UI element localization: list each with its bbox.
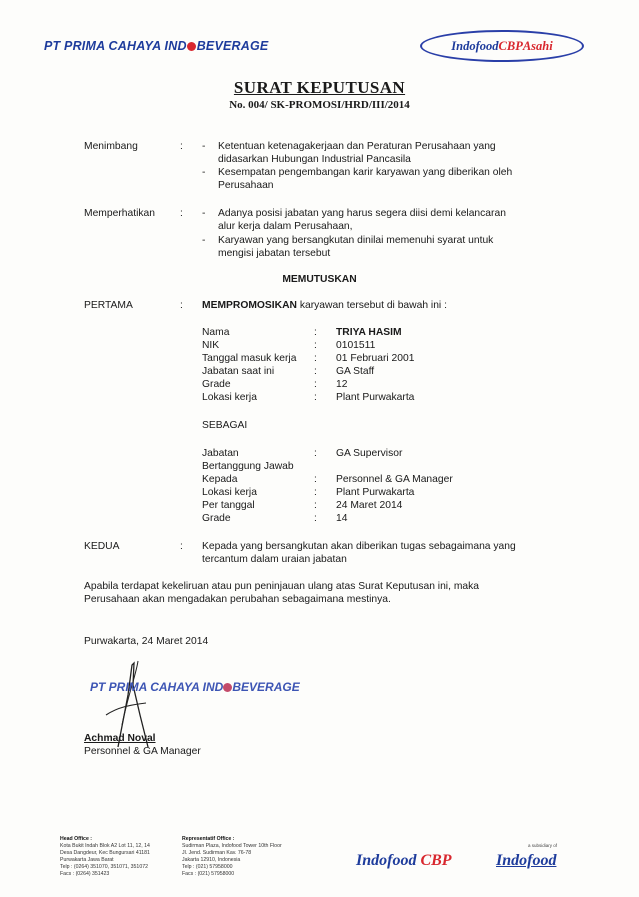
document-number: No. 004/ SK-PROMOSI/HRD/III/2014: [229, 99, 410, 111]
memperhatikan-item-1-line-1: Adanya posisi jabatan yang harus segera diisi demi kelancaran: [218, 208, 506, 219]
memperhatikan-item-2-line-2: mengisi jabatan tersebut: [218, 248, 331, 259]
position-key-jabatan: Jabatan: [202, 448, 239, 459]
company-stamp: [90, 680, 300, 694]
menimbang-label: Menimbang: [84, 141, 138, 152]
employee-key-grade: Grade: [202, 379, 231, 390]
employee-sep-nik: :: [314, 340, 317, 351]
employee-key-nama: Nama: [202, 327, 230, 338]
head-office-line-3: Purwakarta Jawa Barat: [60, 857, 114, 863]
rep-office-line-5: Facs : (021) 57958000: [182, 871, 235, 877]
footer-logo-indofood: Indofood: [496, 852, 557, 869]
kedua-label: KEDUA: [84, 541, 120, 552]
kedua-line-2: tercantum dalam uraian jabatan: [202, 554, 347, 565]
head-office-line-1: Kota Bukit Indah Blok A2 Lot 11, 12, 14: [60, 843, 150, 849]
memperhatikan-colon: :: [180, 208, 183, 219]
rep-office-line-3: Jakarta 12910, Indonesia: [182, 857, 241, 863]
memutuskan-heading: MEMUTUSKAN: [282, 274, 357, 285]
employee-value-nik: 0101511: [336, 340, 376, 351]
company-name-part1: PT PRIMA CAHAYA IND: [44, 39, 187, 53]
position-value-jabatan: GA Supervisor: [336, 448, 403, 459]
rep-office-line-4: Telp : (021) 57958000: [182, 864, 233, 870]
partner-logo-indofood: Indofood: [451, 38, 499, 53]
position-sep-tanggal: :: [314, 500, 317, 511]
menimbang-item-1-line-1: Ketentuan ketenagakerjaan dan Peraturan Perusahaan yang: [218, 141, 496, 152]
position-key-tanggal: Per tanggal: [202, 500, 255, 511]
employee-key-tanggal: Tanggal masuk kerja: [202, 353, 297, 364]
employee-sep-tanggal: :: [314, 353, 317, 364]
company-name-part2: BEVERAGE: [196, 39, 269, 53]
memperhatikan-dash-2: -: [202, 235, 206, 246]
menimbang-item-2-line-1: Kesempatan pengembangan karir karyawan yang diberikan oleh: [218, 167, 513, 178]
partner-logo-cbp: CBP: [498, 38, 523, 53]
employee-sep-nama: :: [314, 327, 317, 338]
employee-key-lokasi: Lokasi kerja: [202, 392, 257, 403]
menimbang-dash-1: -: [202, 141, 206, 152]
stamp-text-part1: PT PRIMA CAHAYA IND: [90, 680, 224, 694]
position-key-grade: Grade: [202, 513, 231, 524]
head-office-title: Head Office :: [60, 836, 92, 842]
pertama-rest: karyawan tersebut di bawah ini :: [296, 300, 447, 311]
partner-logo-asahi: Asahi: [522, 38, 553, 53]
employee-key-nik: NIK: [202, 340, 220, 351]
closing-line-2: Perusahaan akan mengadakan perubahan sebagaimana mestinya.: [84, 594, 391, 605]
position-value-kepada: Personnel & GA Manager: [336, 474, 453, 485]
footer-logo-indofood-cbp: [356, 852, 452, 870]
memperhatikan-dash-1: -: [202, 208, 206, 219]
memperhatikan-item-1-line-2: alur kerja dalam Perusahaan,: [218, 221, 353, 232]
pertama-colon: :: [180, 300, 183, 311]
kedua-colon: :: [180, 541, 183, 552]
stamp-dot-icon: [223, 683, 232, 692]
pertama-statement: [202, 300, 447, 313]
position-sep-lokasi: :: [314, 487, 317, 498]
footer-logo-indofood-text: Indofood: [356, 852, 421, 869]
employee-value-tanggal: 01 Februari 2001: [336, 353, 415, 364]
menimbang-dash-2: -: [202, 167, 206, 178]
kedua-line-1: Kepada yang bersangkutan akan diberikan tugas sebagaimana yang: [202, 541, 516, 552]
rep-office-line-2: Jl. Jend. Sudirman Kav. 76-78: [182, 850, 252, 856]
position-key-lokasi: Lokasi kerja: [202, 487, 257, 498]
sebagai-label: SEBAGAI: [202, 420, 248, 431]
employee-value-jabatan: GA Staff: [336, 366, 375, 377]
rep-office-line-1: Sudirman Plaza, Indofood Tower 10th Floor: [182, 843, 282, 849]
head-office-line-2: Desa Dangdeur, Kec Bungursari 41181: [60, 850, 150, 856]
menimbang-item-1-line-2: didasarkan Hubungan Industrial Pancasila: [218, 154, 411, 165]
employee-sep-jabatan: :: [314, 366, 317, 377]
memperhatikan-label: Memperhatikan: [84, 208, 155, 219]
position-value-lokasi: Plant Purwakarta: [336, 487, 415, 498]
position-value-tanggal: 24 Maret 2014: [336, 500, 403, 511]
partner-logo: [420, 30, 584, 62]
rep-office-title: Representatif Office :: [182, 836, 235, 842]
employee-sep-lokasi: :: [314, 392, 317, 403]
position-value-grade: 14: [336, 513, 348, 524]
position-sep-grade: :: [314, 513, 317, 524]
position-key-kepada: Kepada: [202, 474, 238, 485]
document-title: SURAT KEPUTUSAN: [233, 78, 406, 97]
employee-key-jabatan: Jabatan saat ini: [202, 366, 275, 377]
place-date: Purwakarta, 24 Maret 2014: [84, 636, 209, 647]
signatory-name: Achmad Noval: [84, 733, 156, 744]
signatory-role: Personnel & GA Manager: [84, 746, 201, 757]
position-sep-kepada: :: [314, 474, 317, 485]
employee-sep-grade: :: [314, 379, 317, 390]
closing-line-1: Apabila terdapat kekeliruan atau pun peninjauan ulang atas Surat Keputusan ini, maka: [84, 581, 479, 592]
menimbang-item-2-line-2: Perusahaan: [218, 180, 274, 191]
employee-value-nama: TRIYA HASIM: [336, 327, 402, 338]
company-logo: [44, 39, 268, 53]
pertama-bold: MEMPROMOSIKAN: [202, 300, 297, 311]
head-office-line-5: Facs : (0264) 351423: [60, 871, 110, 877]
employee-value-grade: 12: [336, 379, 348, 390]
pertama-label: PERTAMA: [84, 300, 133, 311]
position-sep-jabatan: :: [314, 448, 317, 459]
employee-value-lokasi: Plant Purwakarta: [336, 392, 415, 403]
memperhatikan-item-2-line-1: Karyawan yang bersangkutan dinilai memenuhi syarat untuk: [218, 235, 494, 246]
head-office-line-4: Telp : (0264) 351070, 351071, 351072: [60, 864, 148, 870]
logo-dot-icon: [187, 42, 196, 51]
position-key-bertanggung: Bertanggung Jawab: [202, 461, 294, 472]
menimbang-colon: :: [180, 141, 183, 152]
subsidiary-text: a subsidiary of: [528, 843, 558, 848]
footer-logo-cbp-text: CBP: [420, 852, 452, 869]
stamp-text-part2: BEVERAGE: [232, 680, 300, 694]
